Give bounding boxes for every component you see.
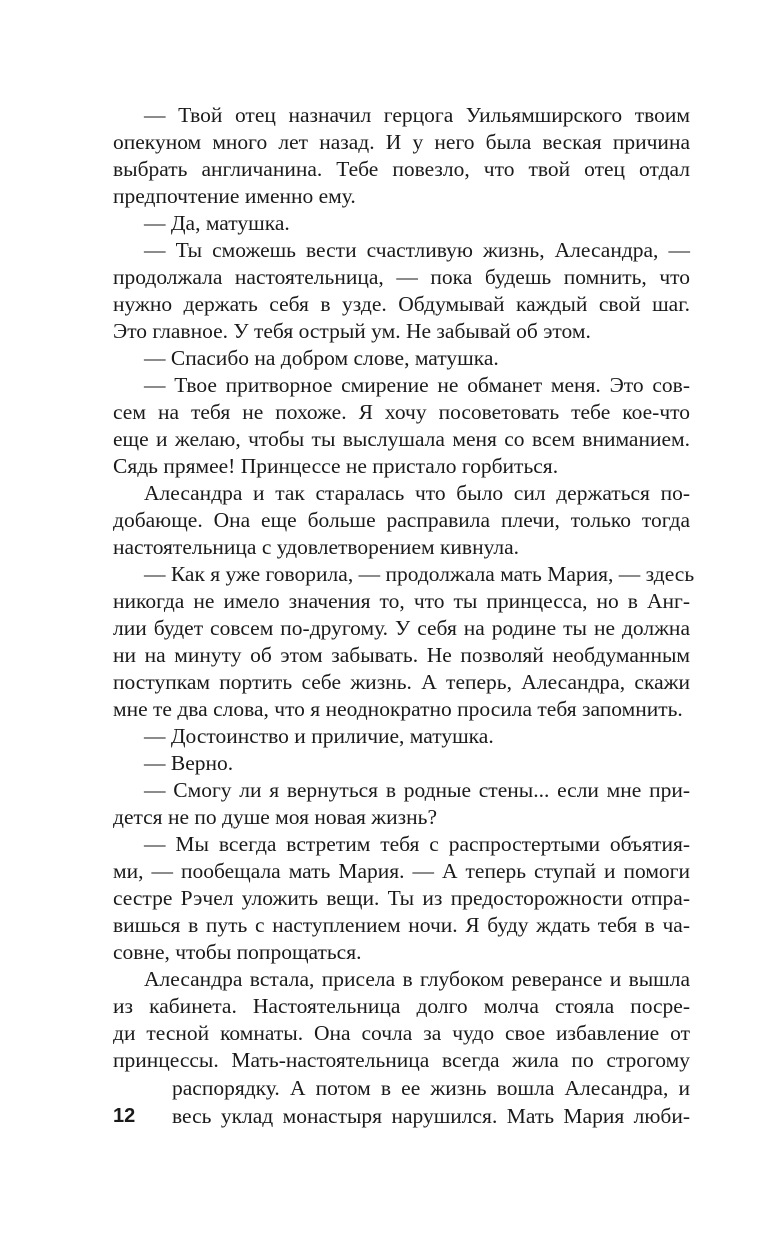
text-line: Алесандра и так старалась что было сил держаться по- — [144, 481, 690, 505]
text-line: никогда не имело значения то, что ты принцесса, но в Анг- — [113, 589, 690, 613]
text-line: нужно держать себя в узде. Обдумывай каждый свой шаг. — [113, 292, 690, 316]
text-line: — Ты сможешь вести счастливую жизнь, Алесандра, — — [144, 238, 690, 262]
text-line: сестре Рэчел уложить вещи. Ты из предосторожности отпра- — [113, 886, 690, 910]
text-line: продолжала настоятельница, — пока будешь помнить, что — [113, 265, 690, 289]
text-line: настоятельница с удовлетворением кивнула. — [113, 535, 520, 559]
text-line: совне, чтобы попрощаться. — [113, 940, 362, 964]
text-line: выбрать англичанина. Тебе повезло, что твой отец отдал — [113, 157, 690, 181]
text-line: — Мы всегда встретим тебя с распростертыми объятия- — [144, 832, 690, 856]
text-line: — Достоинство и приличие, матушка. — [144, 724, 494, 748]
text-line: опекуном много лет назад. И у него была веская причина — [113, 130, 690, 154]
text-line: весь уклад монастыря нарушился. Мать Мария люби- — [172, 1104, 690, 1128]
text-line: — Верно. — [144, 751, 234, 775]
text-line: ди тесной комнаты. Она сочла за чудо свое избавление от — [113, 1021, 690, 1045]
text-line: предпочтение именно ему. — [113, 184, 356, 208]
text-line: принцессы. Мать-настоятельница всегда жила по строгому — [113, 1048, 690, 1072]
text-line: лии будет совсем по-другому. У себя на родине ты не должна — [113, 616, 690, 640]
text-line: вишься в путь с наступлением ночи. Я буду ждать тебя в ча- — [113, 913, 690, 937]
text-line: Алесандра встала, присела в глубоком реверансе и вышла — [144, 967, 690, 991]
text-line: мне те два слова, что я неоднократно просила тебя запомнить. — [113, 697, 683, 721]
text-line: — Спасибо на добром слове, матушка. — [144, 346, 499, 370]
text-line: из кабинета. Настоятельница долго молча стояла посре- — [113, 994, 690, 1018]
text-line: распорядку. А потом в ее жизнь вошла Алесандра, и — [172, 1076, 690, 1100]
text-line: поступкам портить себе жизнь. А теперь, Алесандра, скажи — [113, 670, 690, 694]
text-line: добающе. Она еще больше расправила плечи, только тогда — [113, 508, 690, 532]
text-line: сем на тебя не похоже. Я хочу посоветовать тебе кое-что — [113, 400, 690, 424]
text-line: еще и желаю, чтобы ты выслушала меня со всем вниманием. — [113, 427, 690, 451]
text-line: дется не по душе моя новая жизнь? — [113, 805, 438, 829]
text-line: — Да, матушка. — [144, 211, 290, 235]
text-line: — Как я уже говорила, — продолжала мать Мария, — здесь — [144, 562, 695, 586]
text-line: Сядь прямее! Принцессе не пристало горбиться. — [113, 454, 559, 478]
text-line: — Твой отец назначил герцога Уильямширского твоим — [144, 103, 690, 127]
text-line: — Смогу ли я вернуться в родные стены... если мне при- — [144, 778, 690, 802]
text-line: ми, — пообещала мать Мария. — А теперь ступай и помоги — [113, 859, 690, 883]
text-line: Это главное. У тебя острый ум. Не забывай об этом. — [113, 319, 591, 343]
page-number: 12 — [113, 1105, 136, 1127]
text-line: — Твое притворное смирение не обманет меня. Это сов- — [144, 373, 690, 397]
text-line: ни на минуту об этом забывать. Не позволяй необдуманным — [113, 643, 690, 667]
